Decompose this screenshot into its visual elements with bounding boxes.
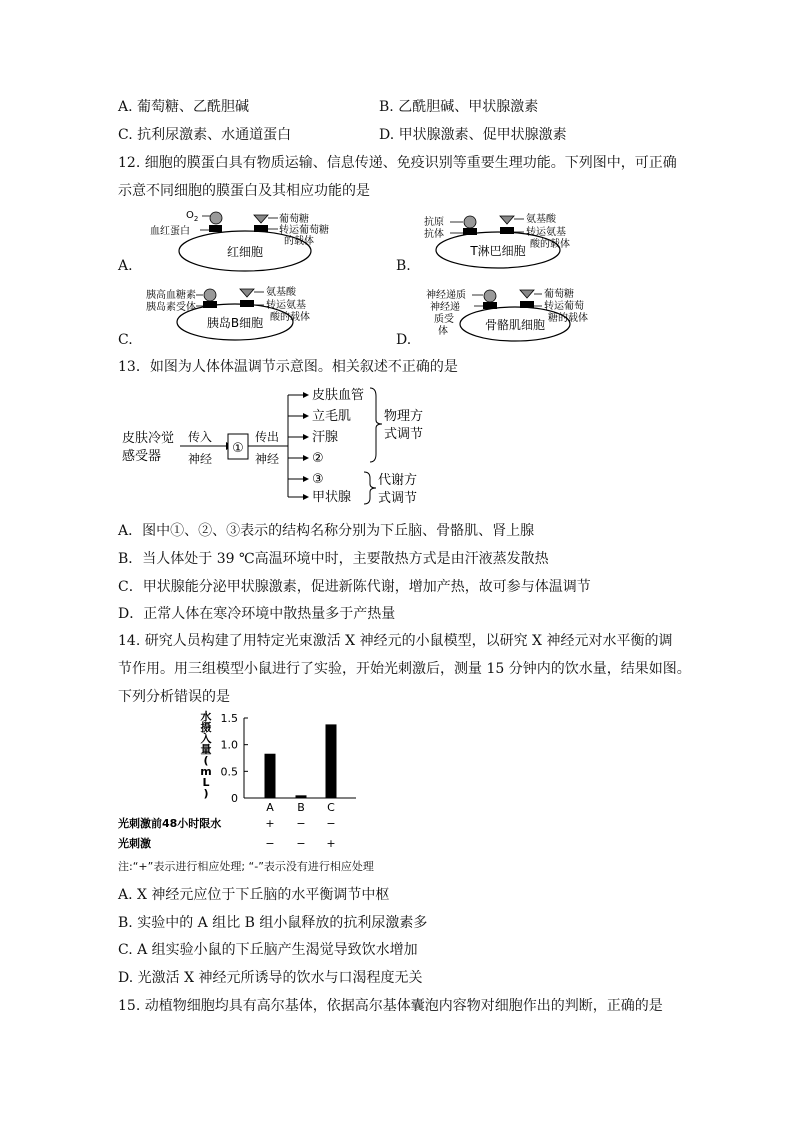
q12-fig-d-letter: D. bbox=[396, 332, 412, 348]
q12-fig-c-letter: C. bbox=[118, 332, 133, 348]
treatment-mark: − bbox=[296, 817, 306, 830]
q13-option-a: A．图中①、②、③表示的结构名称分别为下丘脑、骨骼肌、肾上腺 bbox=[118, 523, 535, 539]
target-2: ② bbox=[312, 451, 324, 466]
y-axis-label-char: L bbox=[202, 776, 210, 789]
hemoglobin-label: 血红蛋白 bbox=[150, 226, 190, 237]
y-axis-label-char: 水 bbox=[200, 710, 212, 723]
q12-stem-line2: 示意不同细胞的膜蛋白及其相应功能的是 bbox=[118, 183, 370, 199]
q15-stem: 15. 动植物细胞均具有高尔基体，依据高尔基体囊泡内容物对细胞作出的判断，正确的是 bbox=[118, 998, 663, 1014]
target-arrows bbox=[288, 392, 309, 500]
y-tick-label: 0.5 bbox=[220, 765, 238, 779]
center-label: ① bbox=[232, 441, 244, 456]
target-sweat-gland: 汗腺 bbox=[312, 430, 339, 445]
o2-label: $O_2$ bbox=[186, 210, 199, 223]
glucagon-label: 胰高血糖素 bbox=[146, 290, 196, 301]
cell-label: 红细胞 bbox=[226, 245, 264, 259]
q12-figure-d bbox=[420, 286, 630, 348]
carrier-label-1: 转运葡萄 bbox=[544, 301, 584, 312]
target-skin-vessel: 皮肤血管 bbox=[312, 388, 365, 403]
carrier-label-2: 糖的载体 bbox=[548, 313, 588, 324]
y-axis-label-char: 摄 bbox=[200, 721, 212, 734]
bar-B bbox=[296, 795, 307, 798]
carrier-label-2: 酸的载体 bbox=[530, 239, 570, 250]
afferent-label-1: 传入 bbox=[188, 430, 213, 444]
q11-option-a: A. 葡萄糖、乙酰胆碱 bbox=[118, 99, 250, 115]
carrier-label-1: 转运葡萄糖 bbox=[279, 225, 329, 236]
receptor-label-2: 感受器 bbox=[122, 449, 162, 464]
x-tick-label: C bbox=[327, 801, 335, 814]
metabolic-regulation-label-2: 式调节 bbox=[378, 491, 418, 506]
treatment-mark: + bbox=[265, 817, 275, 830]
q12-figure-a bbox=[140, 206, 370, 278]
treatment-mark: − bbox=[296, 837, 306, 850]
physical-regulation-label-1: 物理方 bbox=[384, 409, 424, 424]
q14-option-b: B. 实验中的 A 组比 B 组小鼠释放的抗利尿激素多 bbox=[118, 915, 428, 931]
afferent-label-2: 神经 bbox=[188, 452, 213, 466]
efferent-label-2: 神经 bbox=[255, 452, 280, 466]
y-axis-label-char: ) bbox=[203, 787, 209, 800]
antibody-label: 抗体 bbox=[424, 229, 444, 240]
treatment-label: 光刺激 bbox=[118, 837, 151, 850]
treatment-label: 光刺激前48小时限水 bbox=[118, 817, 222, 830]
q14-option-c: C. A 组实验小鼠的下丘脑产生渴觉导致饮水增加 bbox=[118, 942, 418, 958]
q12-fig-b-letter: B. bbox=[396, 258, 411, 274]
y-tick-label: 0 bbox=[231, 792, 238, 805]
cell-label: 胰岛B细胞 bbox=[206, 316, 264, 330]
carrier-label-1: 转运氨基 bbox=[526, 227, 566, 238]
carrier-label-1: 转运氨基 bbox=[266, 300, 306, 311]
cell-label: 骨骼肌细胞 bbox=[484, 318, 546, 332]
q14-stem-line3: 下列分析错误的是 bbox=[118, 689, 230, 705]
treatment-mark: − bbox=[326, 817, 336, 830]
target-arrector-muscle: 立毛肌 bbox=[312, 409, 352, 424]
q13-stem: 13．如图为人体体温调节示意图。相关叙述不正确的是 bbox=[118, 359, 458, 375]
receptor-label-1: 皮肤冷觉 bbox=[122, 431, 175, 446]
glucose-label: 葡萄糖 bbox=[279, 214, 309, 225]
q12-stem-line1: 12. 细胞的膜蛋白具有物质运输、信息传递、免疫识别等重要生理功能。下列图中，可正确 bbox=[118, 155, 677, 171]
physical-regulation-label-2: 式调节 bbox=[384, 427, 424, 442]
nt-receptor-label-2: 质受 bbox=[434, 314, 454, 325]
q13-option-b: B．当人体处于 39 ℃高温环境中时，主要散热方式是由汗液蒸发散热 bbox=[118, 551, 549, 567]
metabolic-regulation-label-1: 代谢方 bbox=[378, 473, 418, 488]
neurotransmitter-label: 神经递质 bbox=[426, 290, 466, 301]
q13-option-d: D．正常人体在寒冷环境中散热量多于产热量 bbox=[118, 606, 396, 622]
cell-label: T淋巴细胞 bbox=[470, 244, 526, 258]
y-tick-label: 1.0 bbox=[220, 738, 238, 752]
q14-option-a: A. X 神经元应位于下丘脑的水平衡调节中枢 bbox=[118, 887, 390, 903]
bar-A bbox=[265, 754, 276, 798]
q12-figure-b bbox=[420, 210, 620, 276]
y-axis-label-char: m bbox=[200, 765, 212, 778]
carrier-label-2: 的载体 bbox=[284, 236, 314, 247]
y-axis-label-char: 入 bbox=[200, 732, 212, 745]
treatment-mark: + bbox=[326, 837, 336, 850]
y-axis-label-char: 量 bbox=[200, 743, 212, 756]
nt-receptor-label-1: 神经递 bbox=[430, 302, 460, 313]
bar-C bbox=[326, 724, 337, 798]
insulin-receptor-label: 胰岛素受体 bbox=[146, 302, 196, 313]
q14-note: 注:“+”表示进行相应处理; “-”表示没有进行相应处理 bbox=[118, 860, 374, 873]
q12-figure-c bbox=[140, 284, 380, 346]
nt-receptor-label-3: 体 bbox=[438, 326, 448, 337]
efferent-label-1: 传出 bbox=[255, 430, 280, 444]
x-tick-label: A bbox=[266, 801, 274, 814]
q13-option-c: C．甲状腺能分泌甲状腺激素，促进新陈代谢，增加产热，故可参与体温调节 bbox=[118, 579, 591, 595]
y-axis-label-char: ( bbox=[203, 754, 209, 767]
q14-bar-chart bbox=[114, 708, 394, 858]
y-tick-label: 1.5 bbox=[220, 712, 238, 725]
q11-option-b: B. 乙酰胆碱、甲状腺激素 bbox=[379, 99, 539, 115]
antigen-label: 抗原 bbox=[424, 217, 444, 228]
amino-acid-label: 氨基酸 bbox=[266, 287, 296, 298]
amino-acid-label: 氨基酸 bbox=[526, 214, 556, 225]
q11-option-c: C. 抗利尿激素、水通道蛋白 bbox=[118, 127, 292, 143]
q11-option-d: D. 甲状腺激素、促甲状腺激素 bbox=[379, 127, 567, 143]
glucose-label: 葡萄糖 bbox=[544, 289, 574, 300]
q14-stem-line2: 节作用。用三组模型小鼠进行了实验，开始光刺激后，测量 15 分钟内的饮水量，结果如图。 bbox=[118, 661, 691, 677]
q13-thermoregulation-diagram bbox=[118, 382, 438, 512]
treatment-mark: − bbox=[265, 837, 275, 850]
x-tick-label: B bbox=[297, 801, 305, 814]
target-3: ③ bbox=[312, 472, 324, 487]
target-thyroid: 甲状腺 bbox=[312, 490, 352, 505]
q14-stem-line1: 14. 研究人员构建了用特定光束激活 X 神经元的小鼠模型，以研究 X 神经元对水平衡的调 bbox=[118, 633, 673, 649]
carrier-label-2: 酸的载体 bbox=[270, 312, 310, 323]
q12-fig-a-letter: A. bbox=[118, 258, 133, 274]
q14-option-d: D. 光激活 X 神经元所诱导的饮水与口渴程度无关 bbox=[118, 970, 423, 986]
